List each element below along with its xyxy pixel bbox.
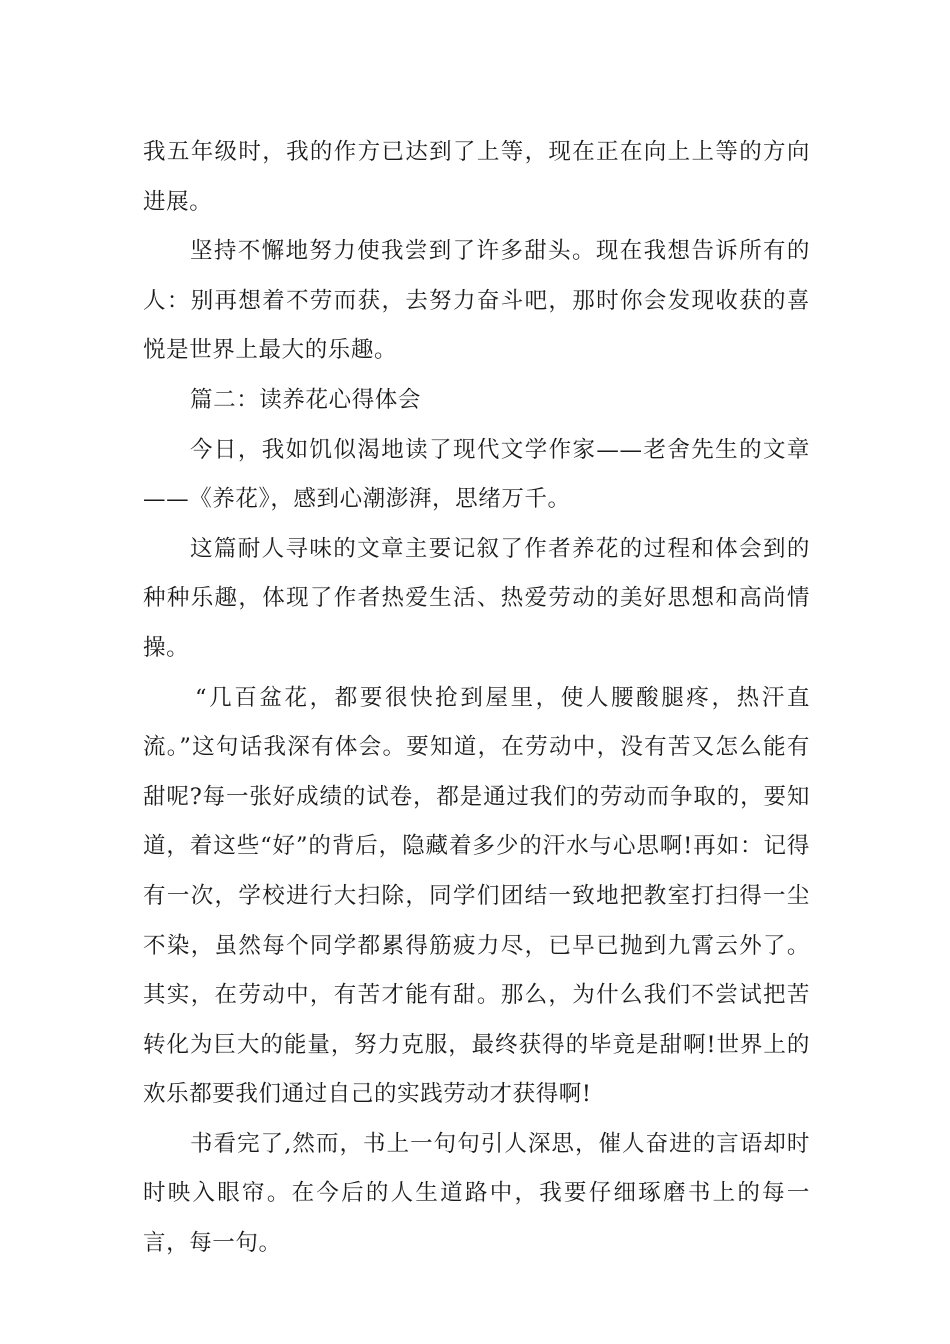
paragraph-conclusion: 书看完了,然而，书上一句句引人深思，催人奋进的言语却时时映入眼帘。在今后的人生道路中，我要仔细琢磨书上的每一言，每一句。 (143, 1130, 810, 1257)
section-heading: 篇二：读养花心得体会 (190, 386, 422, 413)
paragraph-intro: 今日，我如饥似渴地读了现代文学作家——老舍先生的文章——《养花》，感到心潮澎湃，思绪万千。 (143, 436, 810, 513)
document-body (143, 128, 810, 1269)
paragraph-progress: 我五年级时，我的作方已达到了上等，现在正在向上上等的方向进展。 (143, 139, 810, 215)
paragraph-summary: 这篇耐人寻味的文章主要记叙了作者养花的过程和体会到的种种乐趣，体现了作者热爱生活、热爱劳动的美好思想和高尚情操。 (143, 535, 810, 661)
paragraph-perseverance: 坚持不懈地努力使我尝到了许多甜头。现在我想告诉所有的人：别再想着不劳而获，去努力奋斗吧，那时你会发现收获的喜悦是世界上最大的乐趣。 (143, 238, 810, 364)
paragraph-quote: “几百盆花，都要很快抢到屋里，使人腰酸腿疼，热汗直流。”这句话我深有体会。要知道，在劳动中，没有苦又怎么能有甜呢?每一张好成绩的试卷，都是通过我们的劳动而争取的，要知道，着这些“好”的背后，隐藏着多少的汗水与心思啊!再如：记得有一次，学校进行大扫除，同学们团结一致地把教室打扫得一尘不染，虽然每个同学都累得筋疲力尽，已早已抛到九霄云外了。其实，在劳动中，有苦才能有甜。那么，为什么我们不尝试把苦转化为巨大的能量，努力克服，最终获得的毕竟是甜啊!世界上的欢乐都要我们通过自己的实践劳动才获得啊! (143, 684, 810, 1108)
